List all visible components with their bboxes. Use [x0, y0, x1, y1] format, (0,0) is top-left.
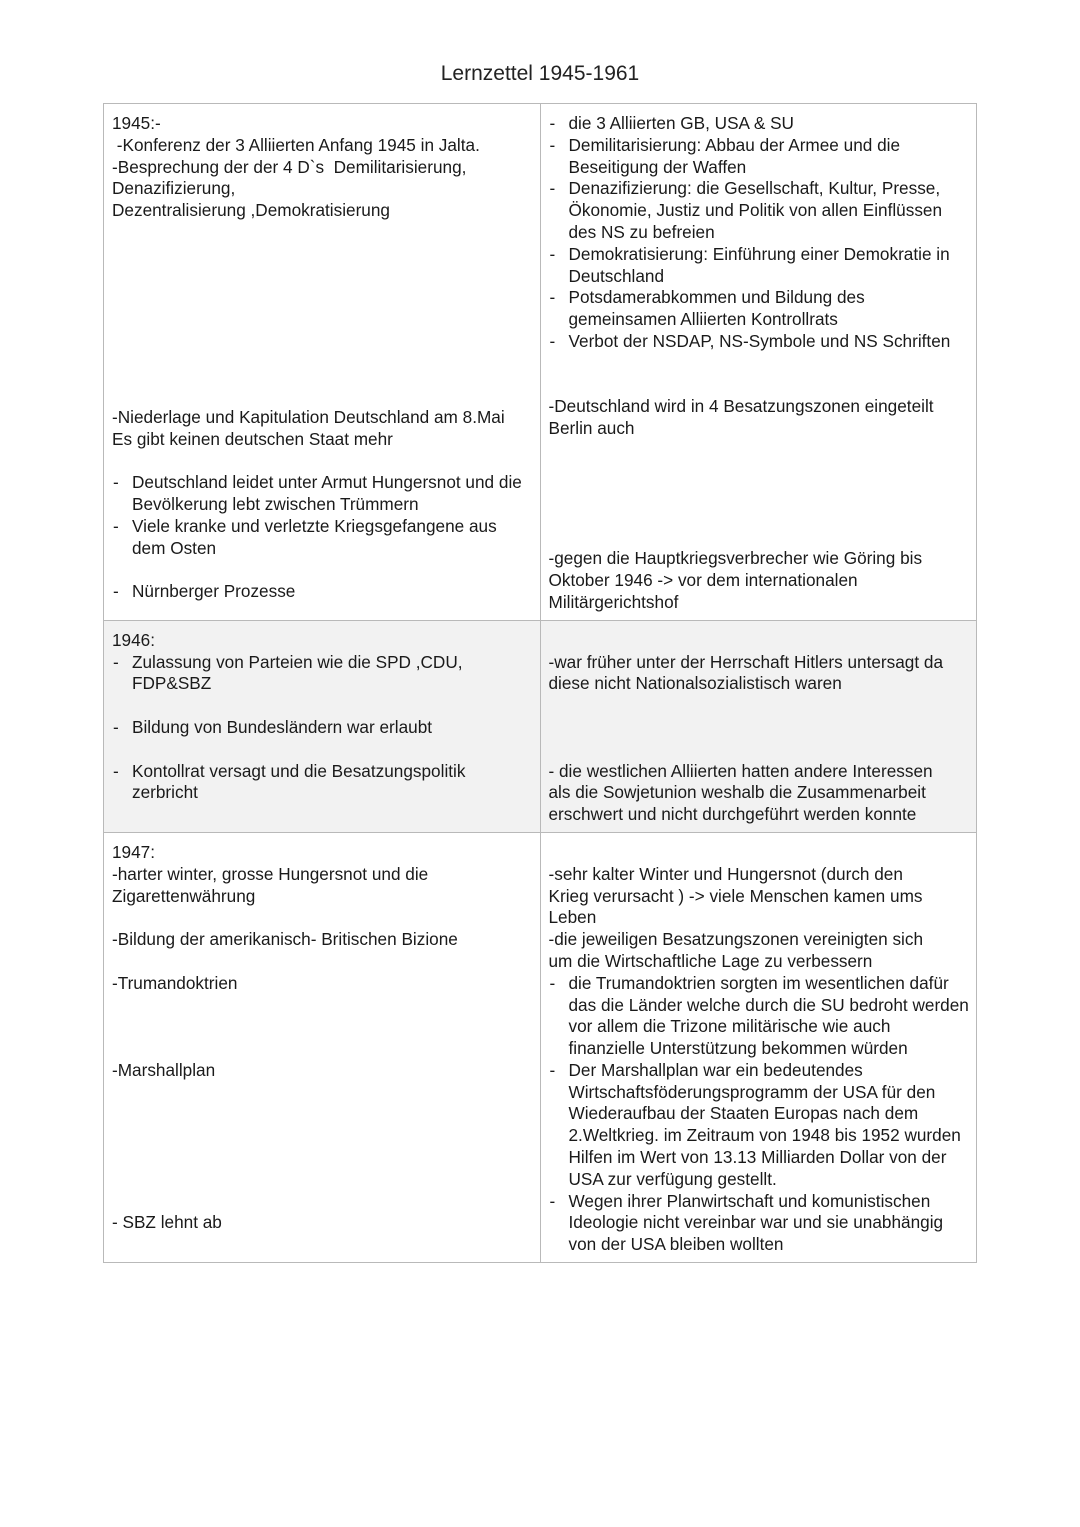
text-line: Oktober 1946 -> vor dem internationalen: [548, 570, 858, 591]
text-line: - die westlichen Alliierten hatten andere Interessen: [548, 760, 933, 781]
text-line: -sehr kalter Winter und Hungersnot (durch den: [548, 863, 903, 884]
bullet-item: - Denazifizierung: die Gesellschaft, Kultur, Presse, Ökonomie, Justiz und Politik von allen Einflüssen des NS zu befreien: [549, 178, 970, 243]
text-line: -harter winter, grosse Hungersnot und die: [112, 863, 429, 884]
bullet-item: - Nürnberger Prozesse: [112, 581, 533, 603]
year-header: 1947:: [112, 841, 156, 862]
text-line: Leben: [548, 907, 597, 928]
notes-table: [103, 103, 977, 1263]
year-header: 1945:-: [112, 113, 161, 133]
table-row-1946: [104, 620, 977, 832]
bullet-item: - Viele kranke und verletzte Kriegsgefangene aus dem Osten: [112, 516, 533, 560]
text-line: -Niederlage und Kapitulation Deutschland am 8.Mai: [112, 406, 505, 427]
text-line: Dezentralisierung ,Demokratisierung: [112, 200, 390, 221]
page-title: Lernzettel 1945-1961: [440, 62, 640, 85]
text-line: Berlin auch: [548, 417, 635, 438]
cell-1946-right: [540, 620, 977, 832]
text-line: um die Wirtschaftliche Lage zu verbessern: [548, 950, 873, 971]
table-row-1945: [104, 104, 977, 621]
text-line: Militärgerichtshof: [548, 591, 679, 612]
text-line: -Konferenz der 3 Alliierten Anfang 1945 in Jalta.: [112, 134, 480, 155]
text-line: als die Sowjetunion weshalb die Zusammenarbeit: [548, 782, 926, 803]
text-line: -die jeweiligen Besatzungszonen vereinigten sich: [548, 929, 924, 950]
bullet-item: - Potsdamerabkommen und Bildung des gemeinsamen Alliierten Kontrollrats: [549, 287, 970, 331]
bullet-item: - Kontollrat versagt und die Besatzungspolitik zerbricht: [112, 761, 533, 805]
text-line: -gegen die Hauptkriegsverbrecher wie Göring bis: [548, 548, 923, 569]
text-line: -Bildung der amerikanisch- Britischen Bizione: [112, 929, 458, 950]
bullet-item: - Wegen ihrer Planwirtschaft und komunistischen Ideologie nicht vereinbar war und sie unabhängig von der USA bleiben wollten: [549, 1191, 970, 1256]
text-line: diese nicht Nationalsozialistisch waren: [548, 673, 842, 694]
bullet-item: - Demokratisierung: Einführung einer Demokratie in Deutschland: [549, 244, 970, 288]
text-line: erschwert und nicht durchgeführt werden konnte: [548, 804, 917, 825]
bullet-item: - Demilitarisierung: Abbau der Armee und die Beseitigung der Waffen: [549, 135, 970, 179]
bullet-item: - Deutschland leidet unter Armut Hungersnot und die Bevölkerung lebt zwischen Trümmern: [112, 472, 533, 516]
cell-1947-left: [104, 832, 541, 1262]
bullet-item: - Zulassung von Parteien wie die SPD ,CDU, FDP&SBZ: [112, 652, 533, 696]
text-line: -Trumandoktrien: [112, 972, 238, 993]
year-header: 1946:: [112, 629, 156, 650]
bullet-item: - Der Marshallplan war ein bedeutendes Wirtschaftsföderungsprogramm der USA für den Wiederaufbau der Staaten Europas nach dem 2.Weltkrieg. im Zeitraum von 1948 bis 1952 wurden Hilfen im Wert von 13.13 Milliarden Dollar von der USA zur verfügung gestellt.: [549, 1060, 970, 1191]
bullet-item: - die Trumandoktrien sorgten im wesentlichen dafür das die Länder welche durch die SU bedroht werden vor allem die Trizone militärische wie auch finanzielle Unterstützung bekommen würden: [549, 973, 970, 1060]
cell-1947-right: [540, 832, 977, 1262]
table-row-1947: [104, 832, 977, 1262]
text-line: -war früher unter der Herrschaft Hitlers untersagt da: [548, 651, 944, 672]
cell-1945-left: [104, 104, 541, 621]
text-line: - SBZ lehnt ab: [112, 1212, 222, 1233]
bullet-item: - Verbot der NSDAP, NS-Symbole und NS Schriften: [549, 331, 970, 353]
text-line: -Deutschland wird in 4 Besatzungszonen eingeteilt: [548, 395, 934, 416]
cell-1946-left: [104, 620, 541, 832]
text-line: Es gibt keinen deutschen Staat mehr: [112, 428, 393, 449]
cell-1945-right: [540, 104, 977, 621]
text-line: Krieg verursacht ) -> viele Menschen kamen ums: [548, 885, 923, 906]
text-line: Zigarettenwährung: [112, 885, 256, 906]
bullet-item: - Bildung von Bundesländern war erlaubt: [112, 717, 533, 739]
text-line: -Marshallplan: [112, 1059, 216, 1080]
text-line: -Besprechung der der 4 D`s Demilitarisierung,: [112, 156, 467, 177]
bullet-item: - die 3 Alliierten GB, USA & SU: [549, 113, 970, 135]
text-line: Denazifizierung,: [112, 178, 236, 199]
